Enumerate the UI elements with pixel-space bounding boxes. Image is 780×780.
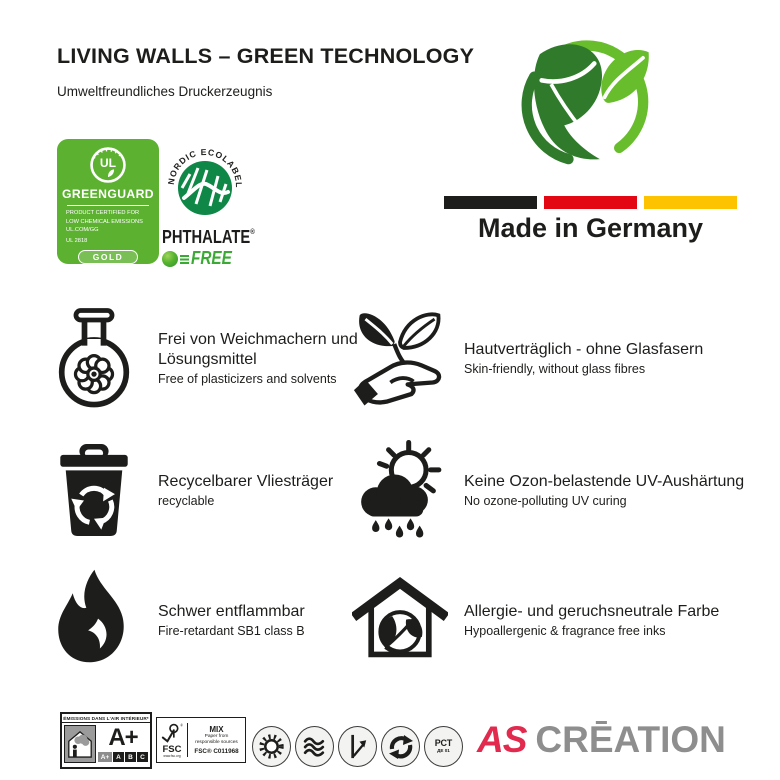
registered-mark: ® — [250, 227, 255, 236]
flame-icon — [51, 565, 137, 675]
feature-subtitle: recyclable — [158, 494, 215, 508]
fsc-code: FSC® C011968 — [194, 748, 239, 756]
flag-gold-bar — [644, 196, 737, 209]
emissions-header: ÉMISSIONS DANS L'AIR INTÉRIEUR* — [62, 714, 150, 723]
feature-no-ozone-uv — [352, 430, 752, 550]
page-title: LIVING WALLS – GREEN TECHNOLOGY — [57, 44, 475, 68]
feature-title: Allergie- und geruchsneutrale Farbe — [464, 603, 720, 620]
rostest-icon: РСТ ДЕ 01 — [424, 726, 463, 767]
feature-plasticizer-free — [46, 298, 358, 418]
house-leaf-icon — [352, 570, 448, 670]
feature-recyclable — [46, 430, 358, 550]
nordic-ecolabel-icon — [160, 126, 250, 228]
emissions-label — [60, 712, 152, 769]
svg-text:UL: UL — [99, 155, 117, 170]
feature-title: Frei von Weichmachern und Lösungsmittel — [158, 331, 358, 368]
feature-title: Keine Ozon-belastende UV-Aushärtung — [464, 473, 745, 490]
german-flag-bars — [444, 196, 737, 209]
emissions-scale: A+ A B C — [98, 752, 148, 762]
fsc-label: ® FSC www.fsc.org MIX Paper from responsible sources FSC® C011968 — [156, 717, 246, 763]
sun-cloud-rain-icon — [352, 438, 448, 542]
greenguard-cert-text: PRODUCT CERTIFIED FOR LOW CHEMICAL EMISSIONS UL.COM/GG UL 2818 — [66, 210, 143, 244]
feature-subtitle: Free of plasticizers and solvents — [158, 372, 337, 386]
feature-skin-friendly — [352, 298, 752, 418]
feature-title: Hautverträglich - ohne Glasfasern — [464, 341, 704, 358]
svg-text:NORDIC ECOLABEL: NORDIC ECOLABEL — [165, 146, 245, 189]
free-word: FREE — [191, 248, 232, 268]
recycle-bin-icon — [53, 437, 135, 543]
divider — [67, 205, 149, 206]
lightfast-sun-icon — [252, 726, 291, 767]
ul-logo-icon — [87, 146, 129, 184]
leaf-circle-logo-icon — [508, 22, 658, 180]
page-subtitle: Umweltfreundliches Druckerzeugnis — [57, 84, 273, 99]
as-creation-logo — [477, 719, 726, 761]
flag-black-bar — [444, 196, 537, 209]
greenguard-name: GREENGUARD — [61, 187, 155, 202]
feature-hypoallergenic — [352, 560, 752, 680]
emissions-house-icon — [66, 728, 94, 760]
svg-text:®: ® — [180, 723, 183, 728]
phthalate-word: PHTHALATE — [162, 227, 251, 247]
feature-subtitle: Hypoallergenic & fragrance free inks — [464, 624, 666, 638]
brand-as: AS — [477, 719, 527, 760]
phthalate-free-badge — [162, 227, 262, 269]
feature-fire-retardant — [46, 560, 358, 680]
feature-subtitle: Fire-retardant SB1 class B — [158, 624, 305, 638]
feature-subtitle: No ozone-polluting UV curing — [464, 494, 627, 508]
wallpaper-symbols — [252, 726, 463, 767]
fsc-name: FSC — [162, 743, 182, 755]
green-globe-icon — [162, 251, 178, 267]
greenguard-gold-pill: GOLD — [78, 250, 138, 264]
green-dot-recycle-icon — [381, 726, 420, 767]
feature-title: Schwer entflammbar — [158, 603, 305, 620]
strippable-icon — [338, 726, 377, 767]
green-flag-icon — [180, 252, 189, 266]
emissions-grade: A+ — [108, 724, 138, 751]
feature-subtitle: Skin-friendly, without glass fibres — [464, 362, 646, 376]
feature-title: Recycelbarer Vliesträger — [158, 473, 334, 490]
fsc-mix: MIX — [209, 724, 224, 734]
hand-plant-icon — [352, 306, 448, 410]
washable-waves-icon — [295, 726, 334, 767]
fsc-tree-icon — [160, 722, 184, 744]
flask-icon — [56, 304, 132, 412]
brand-creation: CRĒATION — [535, 719, 726, 760]
greenguard-badge — [57, 139, 159, 264]
fsc-url: www.fsc.org — [163, 754, 181, 759]
flag-red-bar — [544, 196, 637, 209]
made-in-germany-label: Made in Germany — [477, 213, 704, 243]
